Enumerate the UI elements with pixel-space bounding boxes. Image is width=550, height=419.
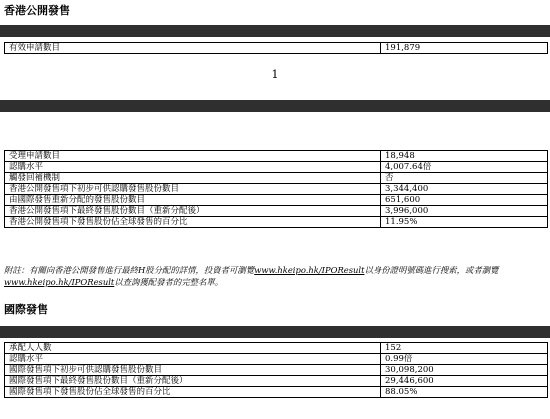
row-label: 國際發售項下初步可供認購發售股份數目 xyxy=(5,365,381,376)
table-row xyxy=(5,387,548,398)
row-label: 香港公開發售項下最終發售股份數目（重新分配後） xyxy=(5,206,381,217)
row-value: 11.95% xyxy=(381,217,548,228)
row-label: 由國際發售重新分配的發售股份數目 xyxy=(5,195,381,206)
row-label: 承配人人數 xyxy=(5,343,381,354)
row-label: 國際發售項下發售股份佔全球發售的百分比 xyxy=(5,387,381,398)
row-value: 3,344,400 xyxy=(381,184,548,195)
row-label: 國際發售項下最終發售股份數目（重新分配後） xyxy=(5,376,381,387)
row-value: 88.05% xyxy=(381,387,548,398)
table-row xyxy=(5,354,548,365)
intl-results-table xyxy=(4,342,548,398)
table-row xyxy=(5,184,548,195)
hk-results-header-bar xyxy=(0,100,550,112)
hk-results-table xyxy=(4,150,548,228)
row-value: 否 xyxy=(381,173,548,184)
row-label: 觸發回補機制 xyxy=(5,173,381,184)
ipo-result-link[interactable]: www.hkeipo.hk/IPOResult xyxy=(254,265,365,275)
hk-offer-header-bar xyxy=(0,25,550,37)
row-value: 152 xyxy=(381,343,548,354)
table-row xyxy=(5,376,548,387)
table-row xyxy=(5,151,548,162)
row-value: 3,996,000 xyxy=(381,206,548,217)
row-value: 4,007.64倍 xyxy=(381,162,548,173)
table-row xyxy=(5,206,548,217)
allocation-note xyxy=(4,264,549,288)
hk-summary-table xyxy=(4,42,548,54)
row-label: 香港公開發售項下初步可供認購發售股份數目 xyxy=(5,184,381,195)
note-middle: 以身份證明號碼進行搜索，或者瀏覽 xyxy=(364,265,499,275)
intl-offer-header-bar xyxy=(0,326,550,338)
row-value: 29,446,600 xyxy=(381,376,548,387)
row-value: 0.99倍 xyxy=(381,354,548,365)
intl-offer-title: 國際發售 xyxy=(4,303,48,316)
table-row xyxy=(5,365,548,376)
note-prefix: 附註：有關向香港公開發售進行最終H股分配的詳情，投資者可瀏覽 xyxy=(4,265,255,275)
row-label: 認購水平 xyxy=(5,354,381,365)
row-value: 30,098,200 xyxy=(381,365,548,376)
note-suffix: 以查詢獲配發者的完整名單。 xyxy=(114,277,224,287)
row-label: 香港公開發售項下發售股份佔全球發售的百分比 xyxy=(5,217,381,228)
row-value: 651,600 xyxy=(381,195,548,206)
row-label: 受理申請數目 xyxy=(5,151,381,162)
row-label: 認購水平 xyxy=(5,162,381,173)
table-row xyxy=(5,343,548,354)
table-row xyxy=(5,195,548,206)
hk-offer-title: 香港公開發售 xyxy=(4,4,70,17)
table-row xyxy=(5,162,548,173)
table-row xyxy=(5,173,548,184)
page-number: 1 xyxy=(271,68,279,81)
row-value: 191,879 xyxy=(381,43,548,54)
row-value: 18,948 xyxy=(381,151,548,162)
table-row xyxy=(5,43,548,54)
row-label: 有效申請數目 xyxy=(5,43,381,54)
ipo-result-link-2[interactable]: www.hkeipo.hk/IPOResult xyxy=(4,277,115,287)
table-row xyxy=(5,217,548,228)
